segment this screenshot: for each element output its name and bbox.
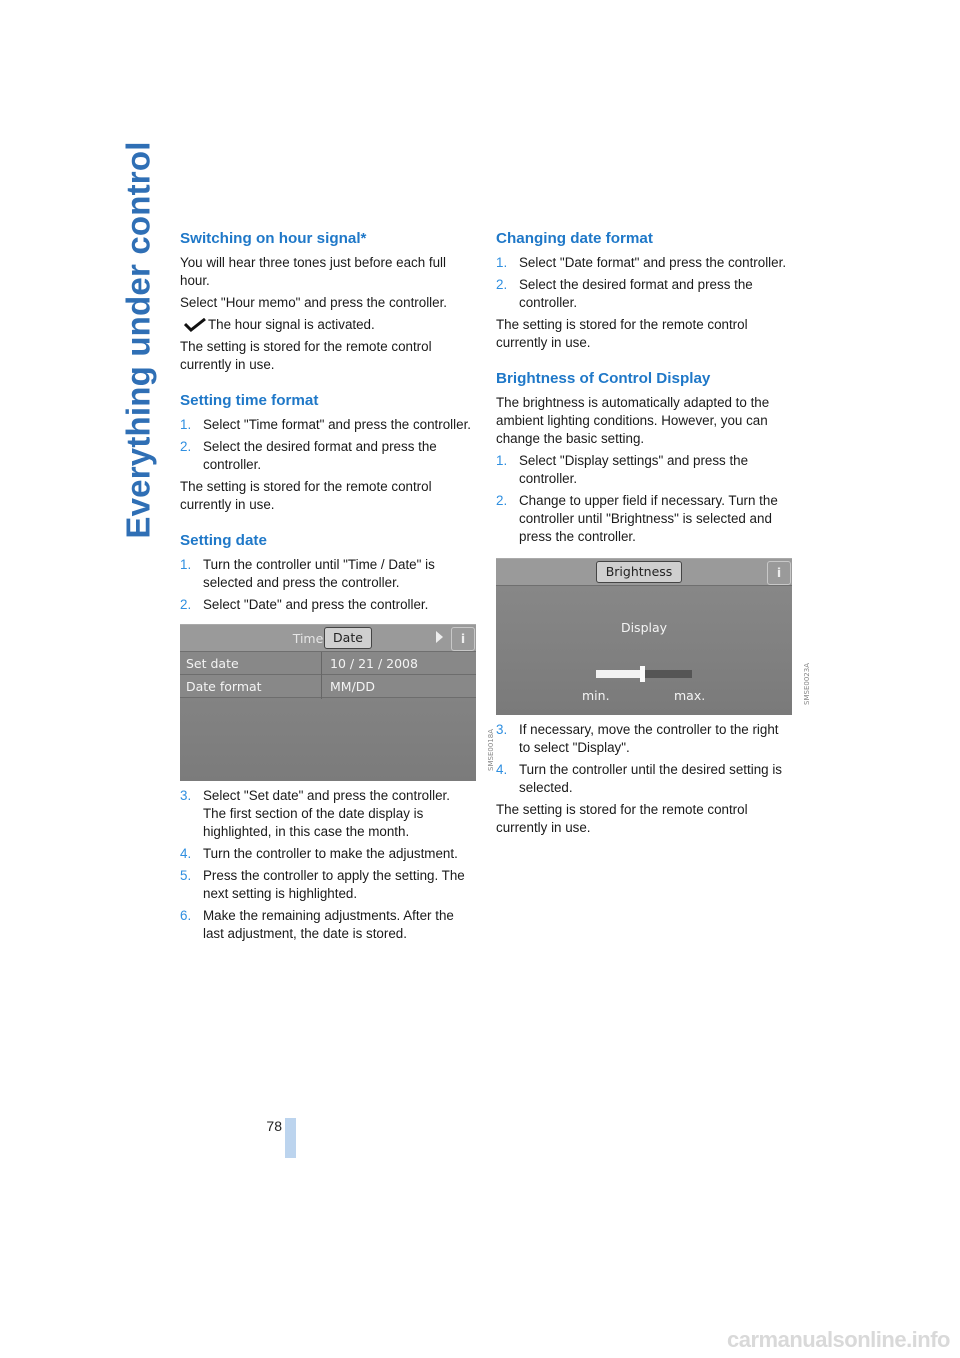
date-screen-figure [180,624,495,781]
info-icon: i [451,627,475,651]
step-number: 2. [180,439,192,454]
step-text: Make the remaining adjustments. After the last adjustment, the date is stored. [203,908,454,941]
step-text: Select "Display settings" and press the controller. [519,453,749,486]
step-text: Select "Date format" and press the controller. [519,255,787,270]
screen-header [496,559,792,586]
row-label: Set date [186,656,239,671]
step-item [180,556,476,592]
row-value: 10 / 21 / 2008 [330,656,418,671]
page-number-bar [285,1118,296,1158]
step-text: Change to upper field if necessary. Turn the controller until "Brightness" is selected and press the controller. [519,493,778,544]
step-text: Turn the controller until "Time / Date" is selected and press the controller. [203,557,435,590]
step-item [180,787,476,841]
slider-max-label: max. [674,688,706,703]
heading-brightness: Brightness of Control Display [496,370,711,387]
heading-date-format: Changing date format [496,230,653,247]
step-number: 5. [180,868,192,883]
step-text: Turn the controller to make the adjustment. [203,846,458,861]
screen-header [180,625,476,652]
time-header-label: Time [292,631,324,646]
info-icon: i [767,561,791,585]
step-number: 2. [496,493,508,508]
step-text: Select "Set date" and press the controller. The first section of the date display is highlighted, in this case the month. [203,788,450,839]
step-number: 4. [496,762,508,777]
figure-code: SMSE0023A [803,663,811,705]
step-text: Select the desired format and press the controller. [203,439,437,472]
tab-date: Date [324,627,372,649]
step-item [180,845,476,863]
left-column [180,228,495,947]
brightness-screen-figure [496,558,811,715]
step-text: Turn the controller until the desired setting is selected. [519,762,782,795]
step-text: Select "Time format" and press the controller. [203,417,472,432]
paragraph: You will hear three tones just before each full hour. [180,255,446,288]
step-number: 1. [180,557,192,572]
screen-row-set-date [180,652,476,675]
paragraph: The setting is stored for the remote control currently in use. [496,317,748,350]
step-text: Select "Date" and press the controller. [203,597,429,612]
paragraph: Select "Hour memo" and press the controller. [180,295,448,310]
figure-code: SMSE0018A [487,729,495,771]
step-item [180,867,476,903]
tab-brightness: Brightness [596,561,682,583]
step-text: If necessary, move the controller to the right to select "Display". [519,722,779,755]
step-number: 1. [180,417,192,432]
heading-hour-signal: Switching on hour signal* [180,230,367,247]
step-item [496,254,792,272]
page-number: 78 [266,1118,282,1134]
watermark-logo: carmanualsonline.info [727,1327,950,1352]
check-text: The hour signal is activated. [208,317,375,332]
step-item [496,761,792,797]
step-number: 3. [180,788,192,803]
step-number: 4. [180,846,192,861]
step-number: 2. [496,277,508,292]
step-number: 6. [180,908,192,923]
heading-time-format: Setting time format [180,392,319,409]
step-item [180,416,476,434]
check-line [180,316,476,334]
slider-min-label: min. [582,688,610,703]
display-label: Display [620,620,668,635]
step-item [496,721,792,757]
step-number: 2. [180,597,192,612]
step-item [496,492,792,546]
arrow-right-icon [436,631,443,643]
step-item [180,438,476,474]
column-divider [321,652,322,699]
right-column [496,228,811,841]
step-item [180,907,476,943]
paragraph: The setting is stored for the remote control currently in use. [180,479,432,512]
brightness-slider [596,670,692,678]
slider-knob [640,666,645,682]
section-title-text: Everything under control [120,141,157,539]
step-number: 1. [496,255,508,270]
row-value: MM/DD [330,679,376,694]
heading-setting-date: Setting date [180,532,267,549]
step-number: 3. [496,722,508,737]
step-text: Press the controller to apply the setting. The next setting is highlighted. [203,868,465,901]
paragraph: The brightness is automatically adapted to the ambient lighting conditions. However, you can change the basic setting. [496,395,770,446]
section-sidebar-title [114,30,164,650]
row-label: Date format [186,679,262,694]
step-item [180,596,476,614]
step-text: Select the desired format and press the controller. [519,277,753,310]
paragraph: The setting is stored for the remote control currently in use. [496,802,748,835]
step-item [496,452,792,488]
screen-row-date-format [180,675,476,698]
paragraph: The setting is stored for the remote control currently in use. [180,339,432,372]
slider-fill [596,670,642,678]
step-item [496,276,792,312]
step-number: 1. [496,453,508,468]
checkmark-icon [184,318,206,332]
